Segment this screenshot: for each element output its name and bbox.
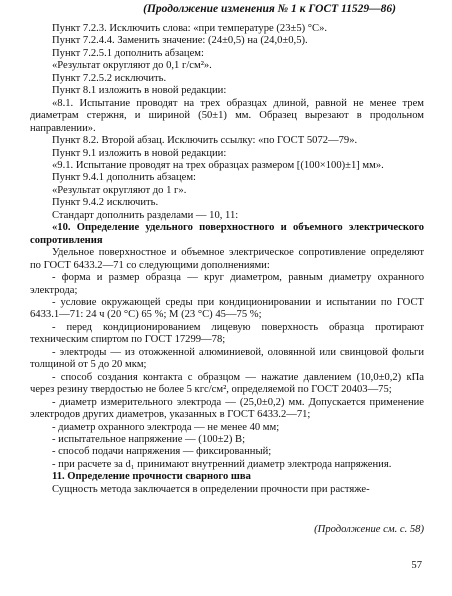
paragraph: Пункт 9.4.1 дополнить абзацем: [52,172,196,184]
paragraph: Пункт 7.2.5.2 исключить. [52,72,167,84]
continuation-note: (Продолжение см. с. 58) [314,524,424,535]
paragraph: Пункт 7.2.4.4. Заменить значение: (24±0,5) на (24,0±0,5). [52,35,308,47]
paragraph: - форма и размер образца — круг диаметром, равным диаметру охранного электрода; [30,272,424,296]
page-number: 57 [411,560,422,571]
paragraph: - способ подачи напряжения — фиксированный; [52,446,272,458]
section-heading: «10. Определение удельного поверхностного и объемного электрического сопротивления [30,222,424,246]
running-header: (Продолжение изменения № 1 к ГОСТ 11529—86) [143,3,396,15]
paragraph: «Результат округляют до 0,1 г/см²». [52,60,212,72]
paragraph: Пункт 9.1 изложить в новой редакции: [52,147,227,159]
paragraph: Пункт 8.1 изложить в новой редакции: [52,85,227,97]
paragraph: Пункт 8.2. Второй абзац. Исключить ссылку: «по ГОСТ 5072—79». [52,135,358,147]
paragraph: Пункт 9.4.2 исключить. [52,197,159,209]
paragraph: - испытательное напряжение — (100±2) В; [52,433,246,445]
paragraph: - диаметр измерительного электрода — (25,0±0,2) мм. Допускается применение электродов других диаметров, указанных в ГОСТ 6433.2—71; [30,396,424,421]
paragraph: - перед кондиционированием лицевую поверхность образца протирают техническим спиртом по ГОСТ 17299—78; [30,321,424,346]
section-heading: 11. Определение прочности сварного шва [52,471,251,483]
paragraph: - способ создания контакта с образцом — нажатие давлением (10,0±0,2) кПа через резину твердостью не более 5 кгс/см², определяемой по ГОСТ 20403—75; [30,371,424,396]
document-body [30,23,424,496]
paragraph: Пункт 7.2.3. Исключить слова: «при температуре (23±5) °С». [52,23,328,34]
paragraph: «8.1. Испытание проводят на трех образцах длиной, равной не менее трем диаметрам стержня, и шириной (50±1) мм. Образец вырезают в продольном направлении». [30,97,424,134]
paragraph: Пункт 7.2.5.1 дополнить абзацем: [52,47,204,59]
paragraph: - условие окружающей среды при кондиционировании и испытании по ГОСТ 6433.1—71: 24 ч (20 °С) 65 %; М (23 °С) 45—75 %; [30,296,424,321]
paragraph: Стандарт дополнить разделами — 10, 11: [52,209,239,221]
paragraph: - диаметр охранного электрода — не менее 40 мм; [52,421,280,433]
paragraph: «Результат округляют до 1 г». [52,184,187,196]
paragraph: Сущность метода заключается в определении прочности при растяже- [52,483,370,495]
paragraph: - электроды — из отожженной алюминиевой, оловянной или свинцовой фольги толщиной от 5 до 20 мкм; [30,346,424,371]
paragraph: Удельное поверхностное и объемное электрическое сопротивление определяют по ГОСТ 6433.2—71 со следующими дополнениями: [30,247,424,271]
paragraph: «9.1. Испытание проводят на трех образцах размером [(100×100)±1] мм». [52,159,384,171]
paragraph: - при расчете за d₁ принимают внутренний диаметр электрода напряжения. [52,458,392,470]
